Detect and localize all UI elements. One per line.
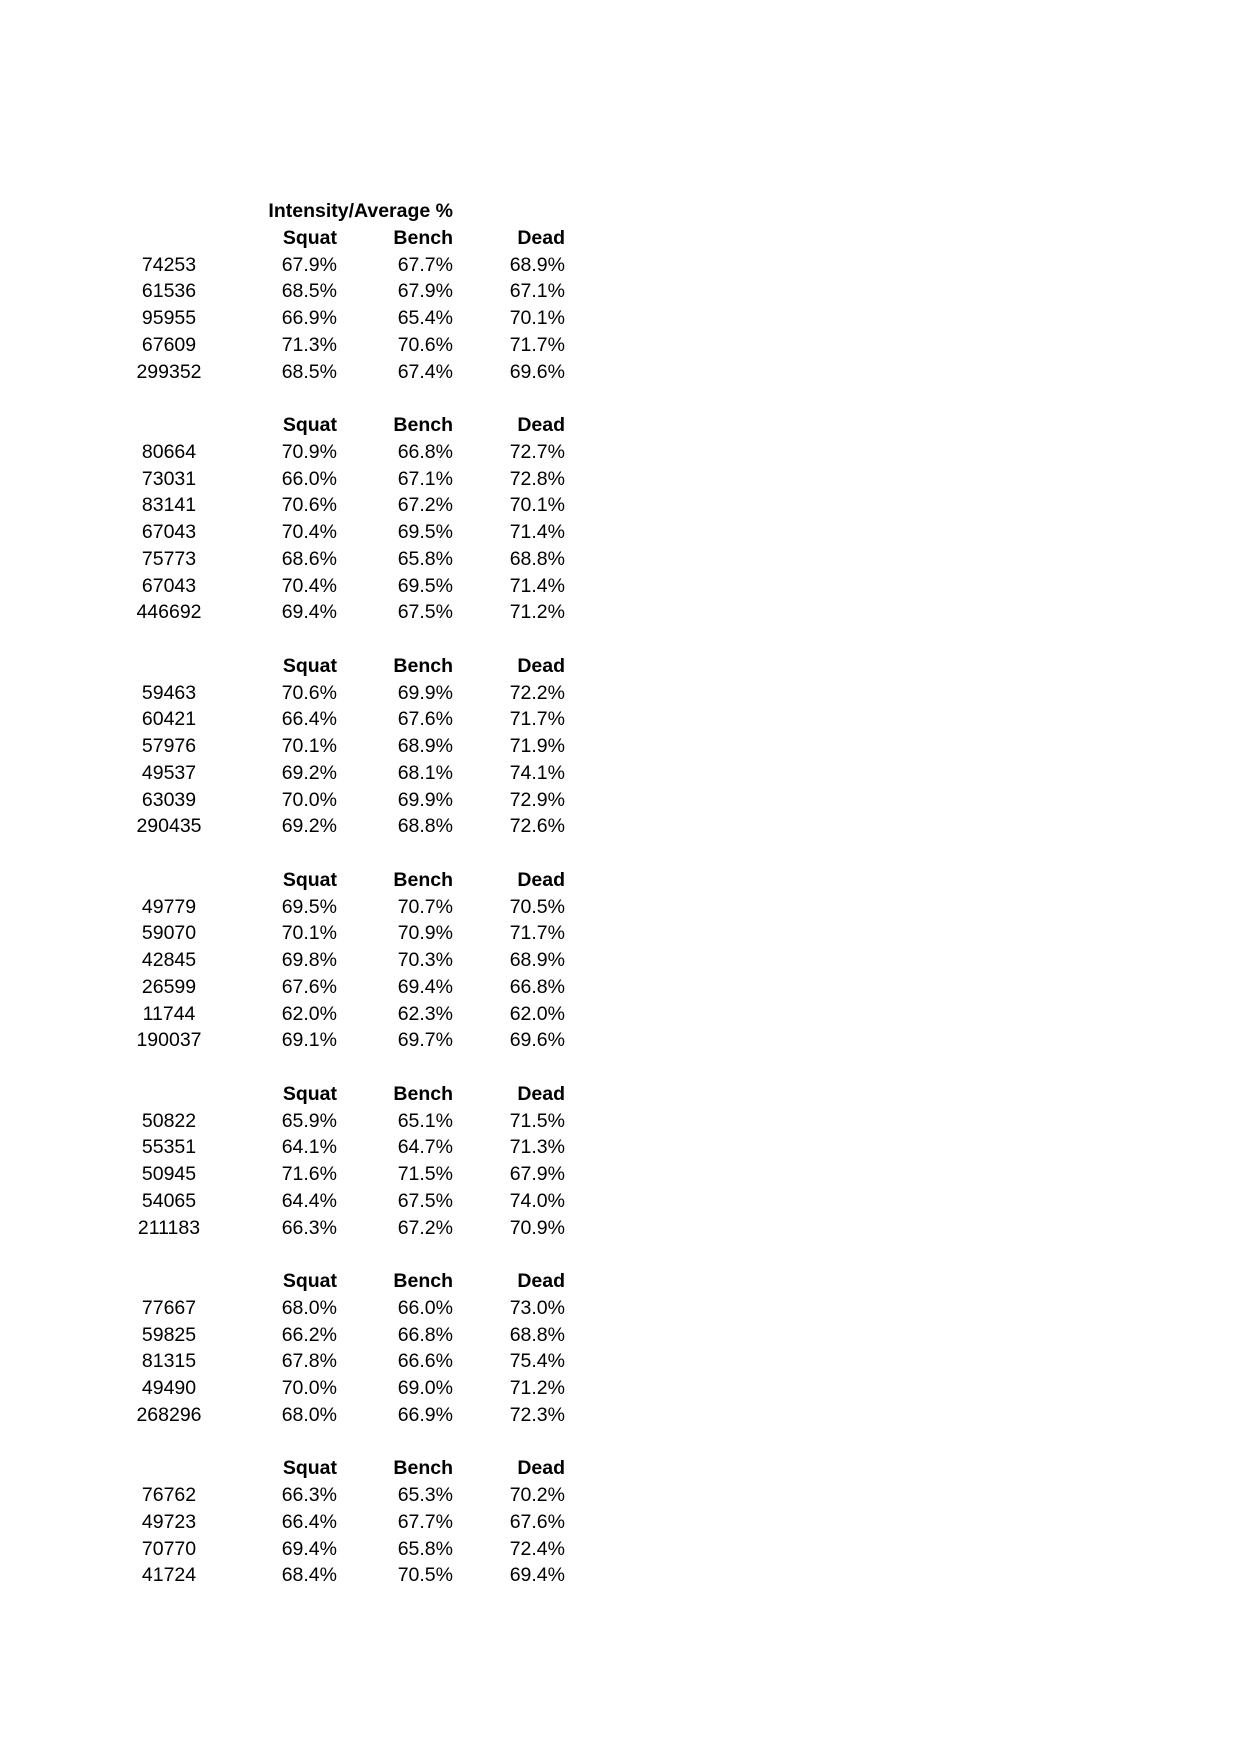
bench-value-cell: 69.5%	[397, 574, 453, 597]
squat-value-cell: 70.4%	[281, 574, 337, 597]
squat-value-cell: 66.4%	[281, 708, 337, 731]
row-id-cell: 42845	[141, 949, 197, 971]
squat-value-cell: 68.5%	[281, 360, 337, 383]
dead-value-cell: 68.9%	[509, 253, 565, 276]
squat-value-cell: 70.6%	[281, 494, 337, 517]
column-header-bench: Bench	[393, 1270, 453, 1292]
column-header-dead: Dead	[517, 654, 565, 677]
column-header-squat: Squat	[282, 868, 337, 891]
dead-value-cell: 71.4%	[509, 521, 565, 543]
squat-value-cell: 66.2%	[281, 1323, 337, 1346]
squat-value-cell: 68.4%	[281, 1564, 337, 1587]
row-id-cell: 49490	[141, 1377, 197, 1399]
dead-value-cell: 69.6%	[509, 360, 565, 383]
dead-value-cell: 72.3%	[509, 1403, 565, 1426]
squat-value-cell: 68.5%	[281, 280, 337, 303]
bench-value-cell: 69.5%	[397, 521, 453, 543]
header-spacer-cell	[100, 1268, 238, 1295]
squat-value-cell: 70.1%	[281, 922, 337, 945]
column-header-squat: Squat	[282, 414, 337, 436]
dead-value-cell: 70.1%	[509, 494, 565, 517]
squat-value-cell: 66.3%	[281, 1484, 337, 1506]
squat-value-cell: 68.0%	[281, 1296, 337, 1319]
row-id-cell: 55351	[141, 1136, 197, 1159]
squat-value-cell: 68.0%	[281, 1403, 337, 1426]
row-id-cell: 59825	[141, 1323, 197, 1346]
row-id-cell: 49537	[141, 761, 197, 784]
dead-value-cell: 71.3%	[509, 1136, 565, 1159]
dead-value-cell: 68.8%	[509, 547, 565, 570]
bench-value-cell: 67.2%	[397, 494, 453, 517]
squat-value-cell: 69.2%	[281, 761, 337, 784]
blank-row	[100, 1054, 565, 1081]
column-header-dead: Dead	[517, 868, 565, 891]
bench-value-cell: 67.1%	[397, 467, 453, 490]
dead-value-cell: 70.5%	[509, 895, 565, 918]
bench-value-cell: 67.6%	[397, 708, 453, 731]
dead-value-cell: 67.9%	[509, 1163, 565, 1185]
bench-value-cell: 67.5%	[397, 601, 453, 624]
bench-value-cell: 65.4%	[397, 307, 453, 329]
row-id-cell: 57976	[141, 735, 197, 757]
row-id-cell: 190037	[136, 1029, 202, 1052]
row-id-cell: 77667	[141, 1296, 197, 1319]
dead-value-cell: 71.5%	[509, 1109, 565, 1132]
row-id-cell: 67043	[141, 574, 197, 597]
bench-value-cell: 70.9%	[397, 922, 453, 945]
column-header-dead: Dead	[517, 226, 565, 249]
blank-row	[100, 626, 565, 653]
squat-value-cell: 69.4%	[281, 1537, 337, 1560]
table-title: Intensity/Average %	[268, 200, 453, 222]
bench-value-cell: 65.8%	[397, 1537, 453, 1560]
bench-value-cell: 66.9%	[397, 1403, 453, 1426]
row-id-cell: 74253	[141, 253, 197, 276]
blank-row	[100, 1429, 565, 1456]
bench-value-cell: 68.9%	[397, 735, 453, 757]
bench-value-cell: 68.8%	[397, 815, 453, 838]
bench-value-cell: 67.5%	[397, 1189, 453, 1212]
dead-value-cell: 69.6%	[509, 1029, 565, 1052]
dead-value-cell: 72.4%	[509, 1537, 565, 1560]
row-id-cell: 60421	[141, 708, 197, 731]
dead-value-cell: 67.6%	[509, 1510, 565, 1533]
dead-value-cell: 72.7%	[509, 440, 565, 463]
row-id-cell: 95955	[141, 307, 197, 329]
squat-value-cell: 70.4%	[281, 521, 337, 543]
column-header-bench: Bench	[393, 1082, 453, 1105]
column-header-bench: Bench	[393, 414, 453, 436]
bench-value-cell: 67.7%	[397, 1510, 453, 1533]
blank-row	[100, 385, 565, 412]
dead-value-cell: 72.9%	[509, 788, 565, 811]
column-header-bench: Bench	[393, 1457, 453, 1480]
row-id-cell: 211183	[137, 1216, 201, 1239]
bench-value-cell: 69.7%	[397, 1029, 453, 1052]
dead-value-cell: 72.8%	[509, 467, 565, 490]
dead-value-cell: 71.9%	[509, 735, 565, 757]
blank-row	[100, 1241, 565, 1268]
blank-row	[100, 840, 565, 867]
squat-value-cell: 70.6%	[281, 681, 337, 704]
squat-value-cell: 66.9%	[281, 307, 337, 329]
squat-value-cell: 70.0%	[281, 788, 337, 811]
bench-value-cell: 65.3%	[397, 1484, 453, 1506]
squat-value-cell: 62.0%	[281, 1002, 337, 1025]
header-spacer-cell	[100, 225, 238, 252]
column-header-squat: Squat	[282, 226, 337, 249]
bench-value-cell: 66.8%	[397, 1323, 453, 1346]
dead-value-cell: 71.7%	[509, 922, 565, 945]
squat-value-cell: 69.2%	[281, 815, 337, 838]
squat-value-cell: 69.4%	[281, 601, 337, 624]
column-header-squat: Squat	[282, 1082, 337, 1105]
dead-value-cell: 73.0%	[509, 1296, 565, 1319]
dead-value-cell: 66.8%	[509, 975, 565, 998]
column-header-bench: Bench	[393, 654, 453, 677]
dead-value-cell: 74.1%	[509, 761, 565, 784]
squat-value-cell: 68.6%	[281, 547, 337, 570]
bench-value-cell: 70.5%	[397, 1564, 453, 1587]
dead-value-cell: 67.1%	[509, 280, 565, 303]
row-id-cell: 49779	[141, 895, 197, 918]
squat-value-cell: 65.9%	[281, 1109, 337, 1132]
row-id-cell: 67043	[141, 521, 197, 543]
bench-value-cell: 66.0%	[397, 1296, 453, 1319]
dead-value-cell: 75.4%	[509, 1350, 565, 1373]
column-header-bench: Bench	[393, 226, 453, 249]
dead-value-cell: 71.4%	[509, 574, 565, 597]
bench-value-cell: 70.3%	[397, 949, 453, 971]
column-header-dead: Dead	[517, 1457, 565, 1480]
row-id-cell: 67609	[141, 333, 197, 356]
row-id-cell: 61536	[141, 280, 197, 303]
squat-value-cell: 66.3%	[281, 1216, 337, 1239]
column-header-dead: Dead	[517, 1270, 565, 1292]
header-spacer-cell	[100, 1455, 238, 1482]
squat-value-cell: 64.1%	[281, 1136, 337, 1159]
bench-value-cell: 71.5%	[397, 1163, 453, 1185]
squat-value-cell: 66.0%	[281, 467, 337, 490]
column-header-dead: Dead	[517, 1082, 565, 1105]
dead-value-cell: 72.2%	[509, 681, 565, 704]
bench-value-cell: 67.9%	[397, 280, 453, 303]
squat-value-cell: 67.9%	[281, 253, 337, 276]
header-spacer-cell	[100, 1081, 238, 1108]
column-header-squat: Squat	[282, 1457, 337, 1480]
row-id-cell: 81315	[141, 1350, 197, 1373]
bench-value-cell: 64.7%	[397, 1136, 453, 1159]
bench-value-cell: 67.7%	[397, 253, 453, 276]
header-spacer-cell	[100, 867, 238, 894]
bench-value-cell: 70.7%	[397, 895, 453, 918]
row-id-cell: 11744	[142, 1002, 196, 1025]
squat-value-cell: 70.0%	[281, 1377, 337, 1399]
column-header-squat: Squat	[282, 1270, 337, 1292]
column-header-squat: Squat	[282, 654, 337, 677]
bench-value-cell: 66.6%	[397, 1350, 453, 1373]
dead-value-cell: 71.7%	[509, 708, 565, 731]
row-id-cell: 54065	[141, 1189, 197, 1212]
bench-value-cell: 69.9%	[397, 681, 453, 704]
dead-value-cell: 72.6%	[509, 815, 565, 838]
squat-value-cell: 66.4%	[281, 1510, 337, 1533]
bench-value-cell: 66.8%	[397, 440, 453, 463]
dead-value-cell: 62.0%	[509, 1002, 565, 1025]
dead-value-cell: 71.2%	[509, 601, 565, 624]
dead-value-cell: 70.9%	[509, 1216, 565, 1239]
bench-value-cell: 67.4%	[397, 360, 453, 383]
row-id-cell: 290435	[136, 815, 202, 838]
header-spacer-cell	[100, 412, 238, 439]
squat-value-cell: 67.8%	[281, 1350, 337, 1373]
column-header-bench: Bench	[393, 868, 453, 891]
bench-value-cell: 69.9%	[397, 788, 453, 811]
dead-value-cell: 74.0%	[509, 1189, 565, 1212]
bench-value-cell: 65.1%	[397, 1109, 453, 1132]
row-id-cell: 50822	[141, 1109, 197, 1132]
bench-value-cell: 69.0%	[397, 1377, 453, 1399]
row-id-cell: 50945	[141, 1163, 197, 1185]
squat-value-cell: 69.1%	[281, 1029, 337, 1052]
squat-value-cell: 67.6%	[281, 975, 337, 998]
squat-value-cell: 70.1%	[281, 735, 337, 757]
row-id-cell: 268296	[136, 1403, 202, 1426]
row-id-cell: 63039	[141, 788, 197, 811]
squat-value-cell: 64.4%	[281, 1189, 337, 1212]
dead-value-cell: 70.2%	[509, 1484, 565, 1506]
bench-value-cell: 68.1%	[397, 761, 453, 784]
row-id-cell: 76762	[141, 1484, 197, 1506]
dead-value-cell: 71.2%	[509, 1377, 565, 1399]
intensity-table	[100, 198, 565, 1589]
row-id-cell: 83141	[141, 494, 197, 517]
bench-value-cell: 69.4%	[397, 975, 453, 998]
row-id-cell: 75773	[141, 547, 197, 570]
row-id-cell: 299352	[136, 360, 202, 383]
column-header-dead: Dead	[517, 414, 565, 436]
row-id-cell: 49723	[141, 1510, 197, 1533]
row-id-cell: 73031	[141, 467, 197, 490]
squat-value-cell: 69.8%	[281, 949, 337, 971]
row-id-cell: 41724	[141, 1564, 197, 1587]
row-id-cell: 59463	[141, 681, 197, 704]
row-id-cell: 446692	[136, 601, 202, 624]
bench-value-cell: 67.2%	[397, 1216, 453, 1239]
dead-value-cell: 70.1%	[509, 307, 565, 329]
squat-value-cell: 71.3%	[281, 333, 337, 356]
dead-value-cell: 69.4%	[509, 1564, 565, 1587]
row-id-cell: 26599	[141, 975, 197, 998]
squat-value-cell: 70.9%	[281, 440, 337, 463]
squat-value-cell: 71.6%	[281, 1163, 337, 1185]
dead-value-cell: 71.7%	[509, 333, 565, 356]
row-id-cell: 59070	[141, 922, 197, 945]
row-id-cell: 80664	[141, 440, 197, 463]
header-spacer-cell	[100, 653, 238, 680]
dead-value-cell: 68.9%	[509, 949, 565, 971]
row-id-cell: 70770	[141, 1537, 197, 1560]
bench-value-cell: 65.8%	[397, 547, 453, 570]
dead-value-cell: 68.8%	[509, 1323, 565, 1346]
bench-value-cell: 70.6%	[397, 333, 453, 356]
bench-value-cell: 62.3%	[397, 1002, 453, 1025]
squat-value-cell: 69.5%	[281, 895, 337, 918]
